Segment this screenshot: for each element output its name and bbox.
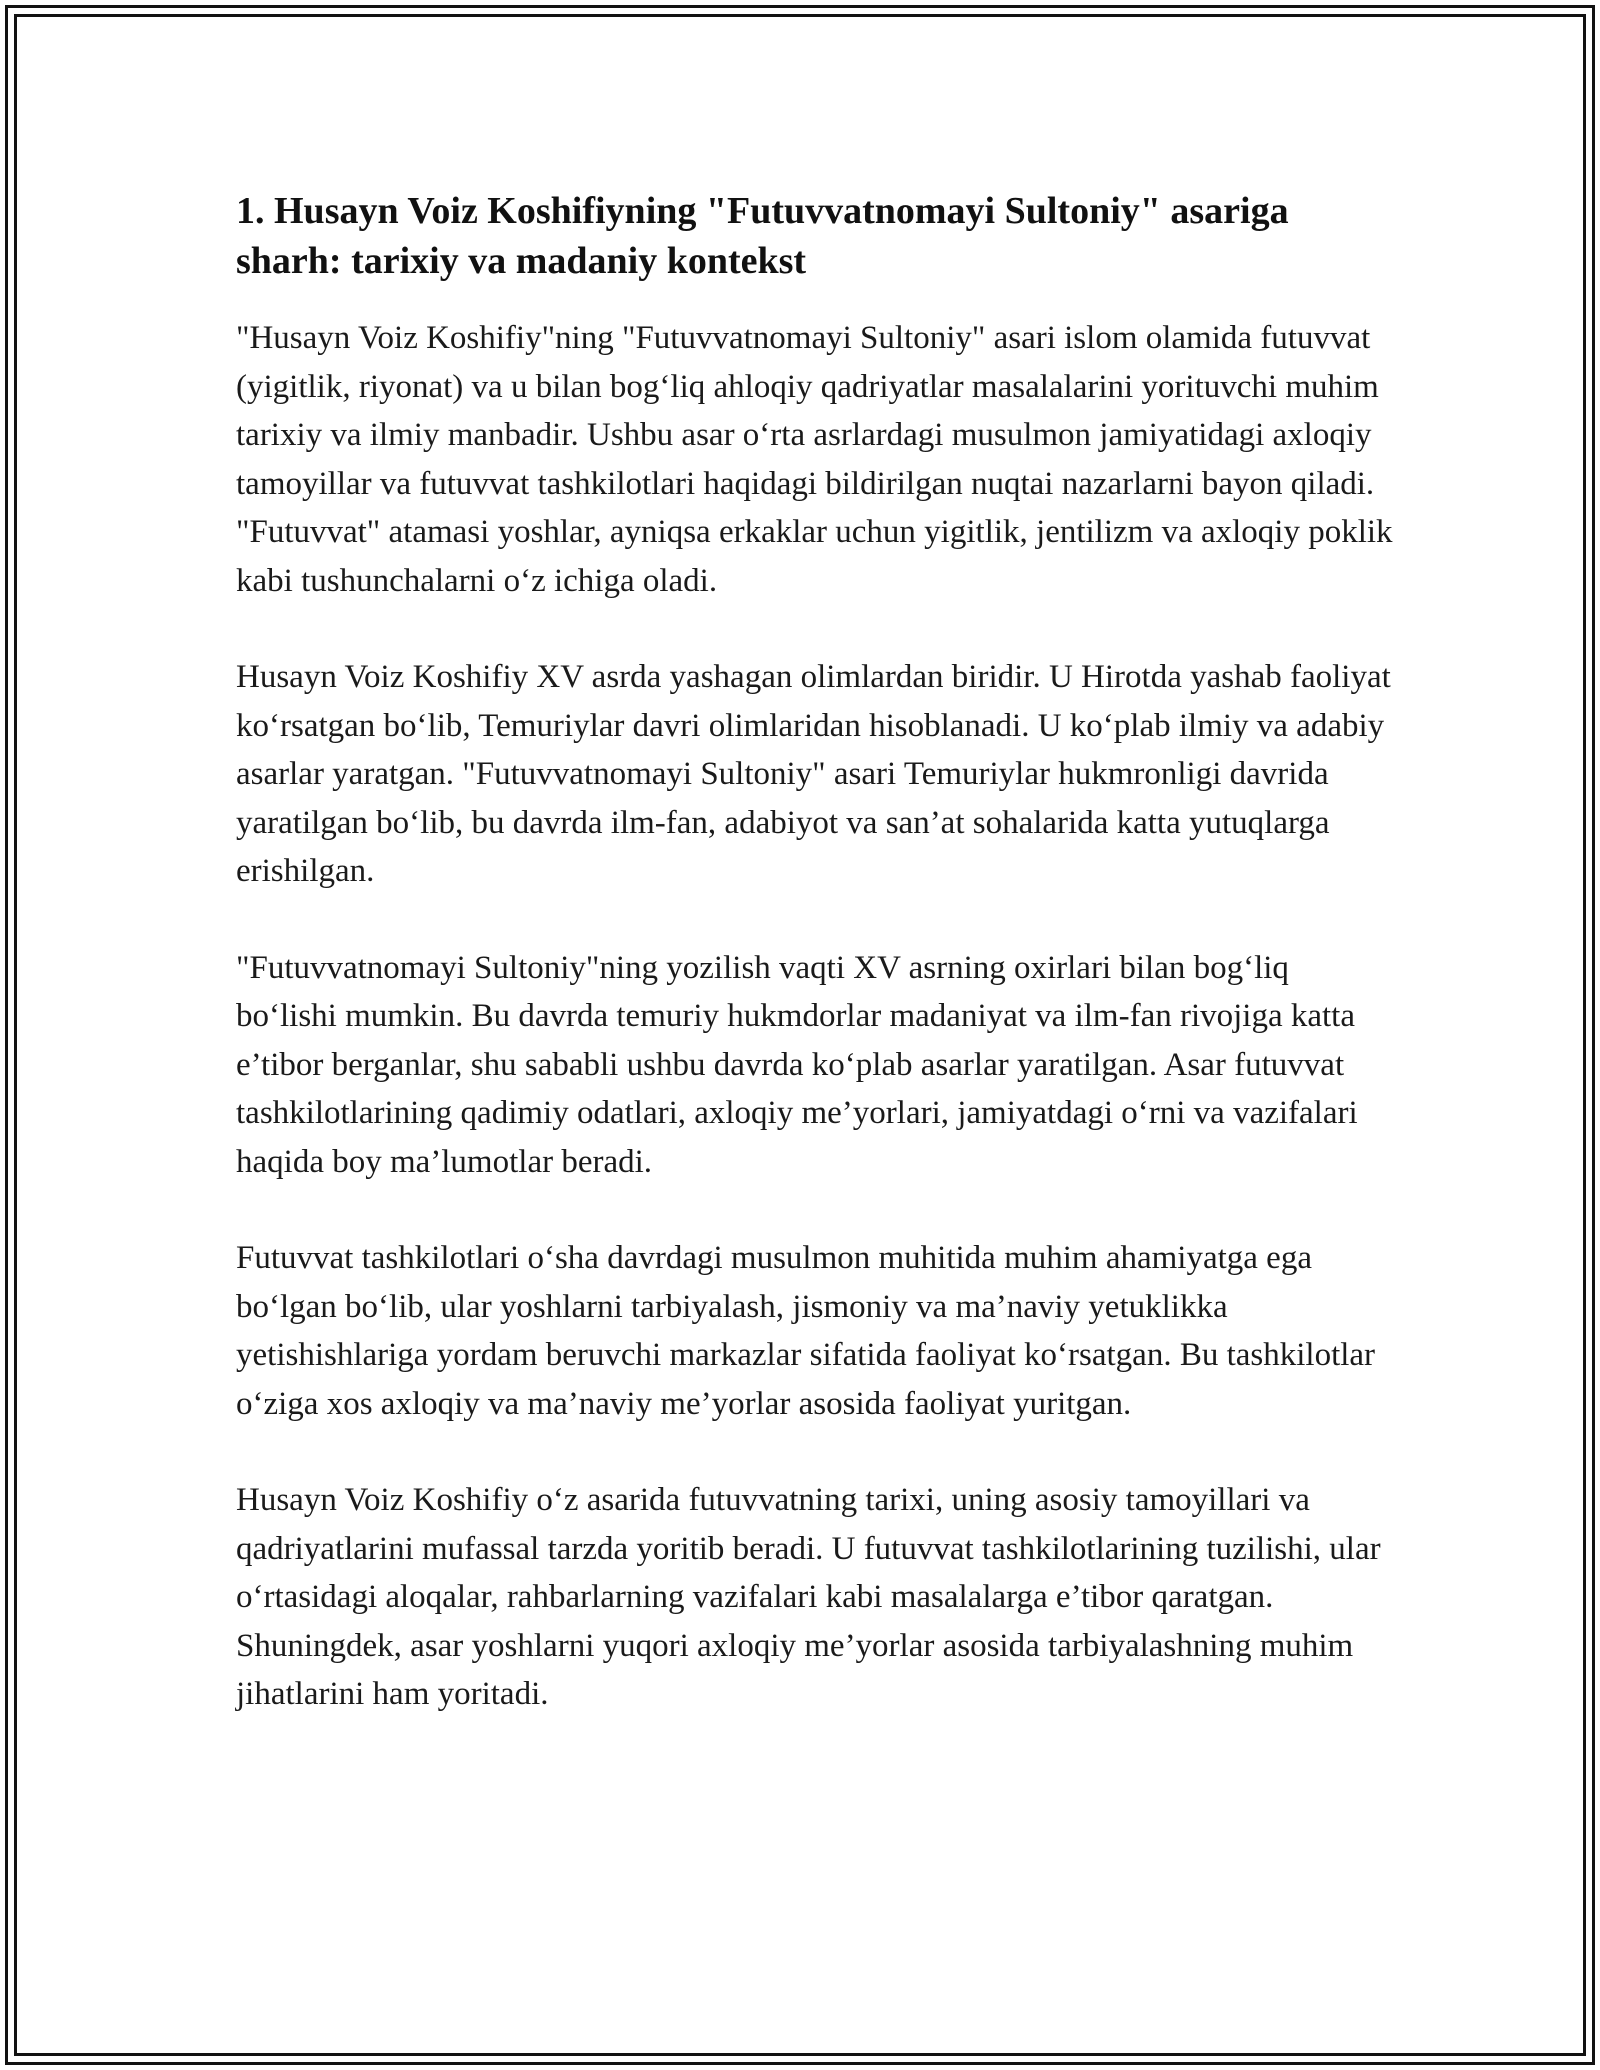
document-body (236, 186, 1396, 1719)
section-heading: 1. Husayn Voiz Koshifiyning "Futuvvatnomayi Sultoniy" asariga sharh: tarixiy va madaniy kontekst (236, 190, 1289, 282)
paragraph-author-background: Husayn Voiz Koshifiy XV asrda yashagan olimlardan biridir. U Hirotda yashab faoliyat ko‘rsatgan bo‘lib, Temuriylar davri olimlaridan hisoblanadi. U ko‘plab ilmiy va adabiy asarlar yaratgan. "Futuvvatnomayi Sultoniy" asari Temuriylar hukmronligi davrida yaratilgan bo‘lib, bu davrda ilm-fan, adabiyot va san’at sohalarida katta yutuqlarga erishilgan. (236, 659, 1391, 889)
paragraph-work-contents: Husayn Voiz Koshifiy o‘z asarida futuvvatning tarixi, uning asosiy tamoyillari va qadriyatlarini mufassal tarzda yoritib beradi. U futuvvat tashkilotlarining tuzilishi, ular o‘rtasidagi aloqalar, rahbarlarning vazifalari kabi masalalarga e’tibor qaratgan. Shuningdek, asar yoshlarni yuqori axloqiy me’yorlar asosida tarbiyalashning muhim jihatlarini ham yoritadi. (236, 1482, 1381, 1712)
paragraph-introduction: "Husayn Voiz Koshifiy"ning "Futuvvatnomayi Sultoniy" asari islom olamida futuvvat (yigitlik, riyonat) va u bilan bog‘liq ahloqiy qadriyatlar masalalarini yorituvchi muhim tarixiy va ilmiy manbadir. Ushbu asar o‘rta asrlardagi musulmon jamiyatidagi axloqiy tamoyillar va futuvvat tashkilotlari haqidagi bildirilgan nuqtai nazarlarni bayon qiladi. "Futuvvat" atamasi yoshlar, ayniqsa erkaklar uchun yigitlik, jentilizm va axloqiy poklik kabi tushunchalarni o‘z ichiga oladi. (236, 320, 1393, 599)
paragraph-futuvvat-organizations: Futuvvat tashkilotlari o‘sha davrdagi musulmon muhitida muhim ahamiyatga ega bo‘lgan bo‘lib, ular yoshlarni tarbiyalash, jismoniy va ma’naviy yetuklikka yetishishlariga yordam beruvchi markazlar sifatida faoliyat ko‘rsatgan. Bu tashkilotlar o‘ziga xos axloqiy va ma’naviy me’yorlar asosida faoliyat yuritgan. (236, 1240, 1376, 1422)
paragraph-writing-period: "Futuvvatnomayi Sultoniy"ning yozilish vaqti XV asrning oxirlari bilan bog‘liq bo‘lishi mumkin. Bu davrda temuriy hukmdorlar madaniyat va ilm-fan rivojiga katta e’tibor berganlar, shu sababli ushbu davrda ko‘plab asarlar yaratilgan. Asar futuvvat tashkilotlarining qadimiy odatlari, axloqiy me’yorlari, jamiyatdagi o‘rni va vazifalari haqida boy ma’lumotlar beradi. (236, 949, 1358, 1180)
